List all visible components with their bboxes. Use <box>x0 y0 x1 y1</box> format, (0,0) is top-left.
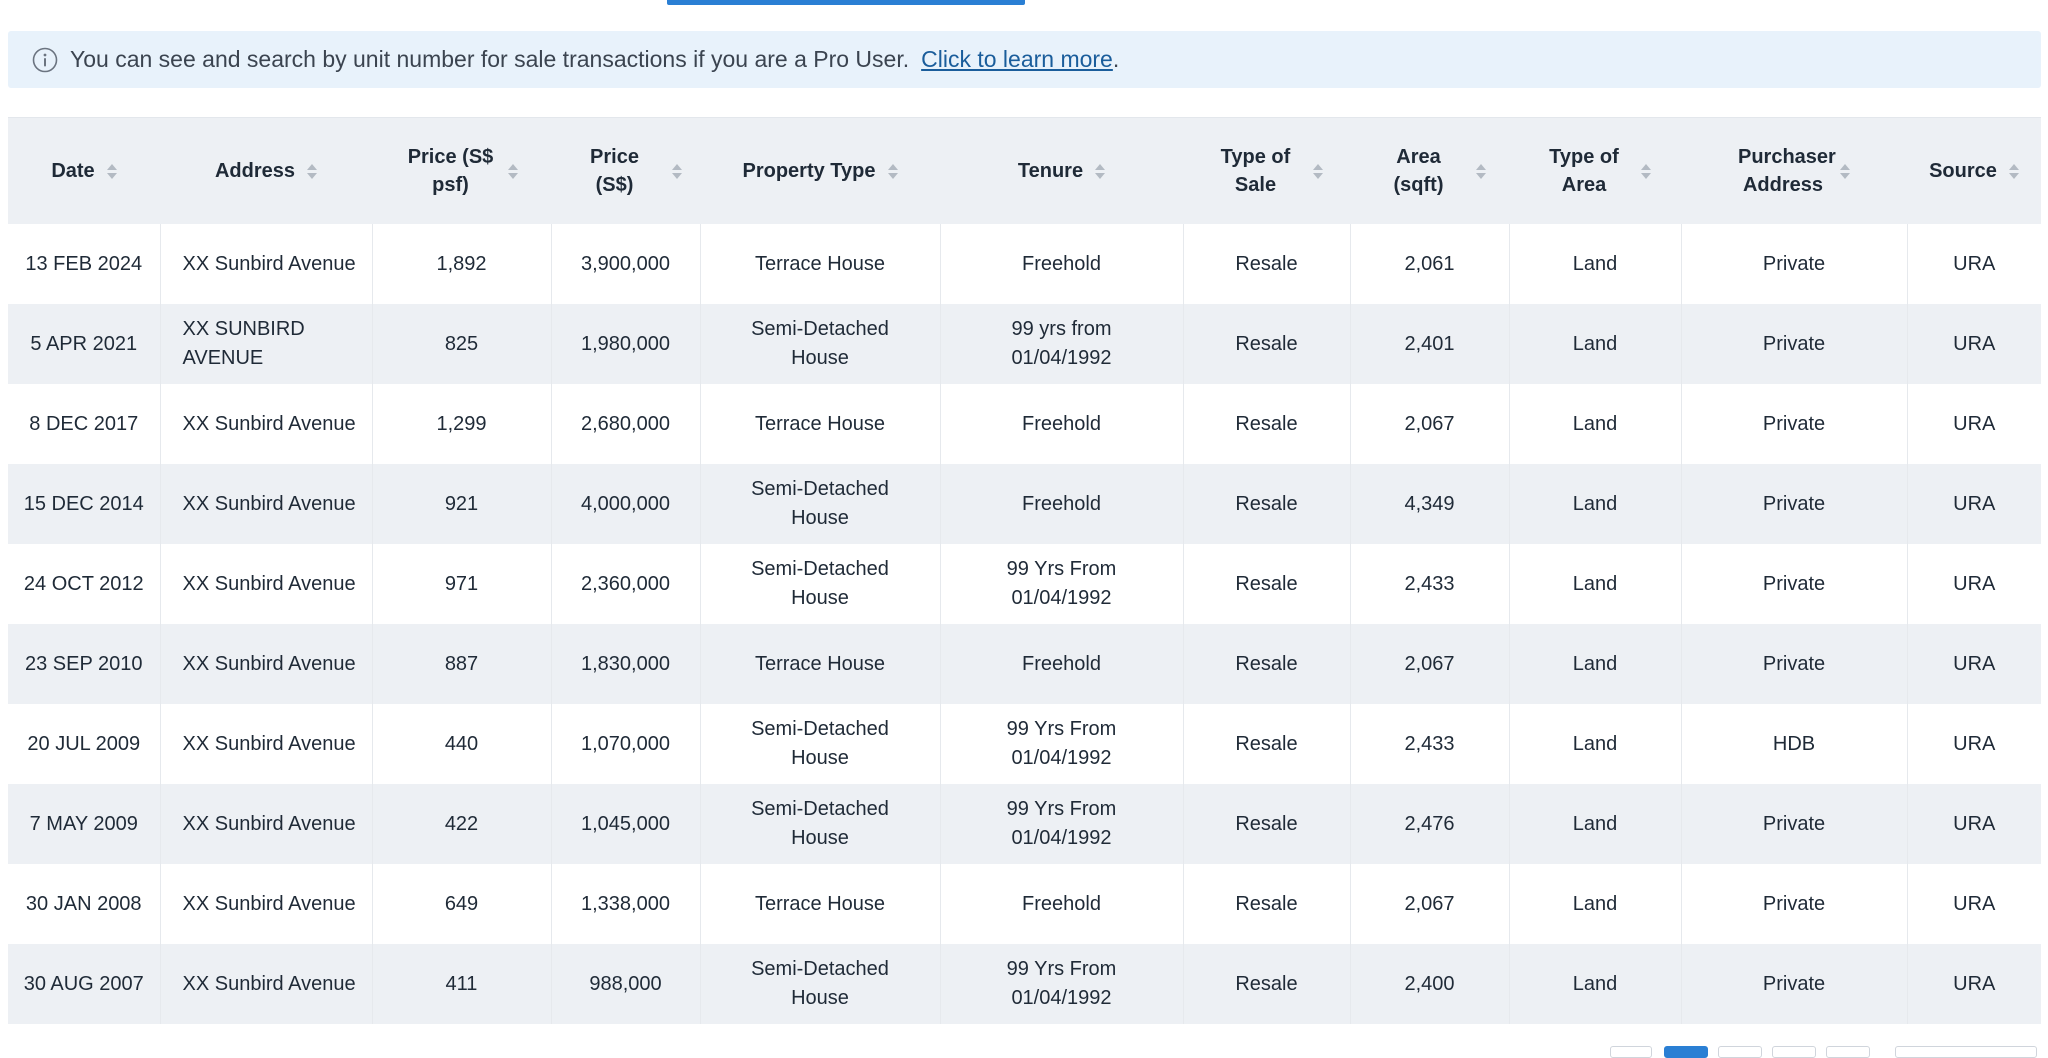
cell-source: URA <box>1907 304 2041 384</box>
table-row <box>8 944 2041 1024</box>
column-header-label: Property Type <box>742 160 876 182</box>
cell-property-type: Semi-Detached House <box>700 784 940 864</box>
cell-price-psf: 1,892 <box>372 224 551 304</box>
cell-purchaser-address: Private <box>1681 784 1907 864</box>
cell-property-type: Terrace House <box>700 624 940 704</box>
cell-tenure: 99 Yrs From 01/04/1992 <box>940 944 1183 1024</box>
sort-icon[interactable] <box>107 164 117 179</box>
column-header-label: Purchaser Address <box>1738 146 1836 196</box>
cell-price: 4,000,000 <box>551 464 700 544</box>
sort-descending-icon <box>307 173 317 179</box>
cell-price-psf: 411 <box>372 944 551 1024</box>
cell-price-psf: 1,299 <box>372 384 551 464</box>
cell-date: 30 JAN 2008 <box>8 864 160 944</box>
sort-ascending-icon <box>508 164 518 170</box>
cell-purchaser-address: Private <box>1681 464 1907 544</box>
cell-price: 2,360,000 <box>551 544 700 624</box>
active-tab-indicator <box>667 0 1025 5</box>
column-header-inner <box>168 157 364 185</box>
page-size-select[interactable] <box>1895 1046 2037 1058</box>
column-header-inner <box>1915 157 2033 185</box>
cell-date: 13 FEB 2024 <box>8 224 160 304</box>
column-header-purchaser-address[interactable] <box>1681 118 1907 224</box>
cell-price-psf: 887 <box>372 624 551 704</box>
cell-property-type: Semi-Detached House <box>700 544 940 624</box>
cell-property-type: Semi-Detached House <box>700 304 940 384</box>
cell-price-psf: 921 <box>372 464 551 544</box>
sort-descending-icon <box>2009 173 2019 179</box>
column-header-label: Price (S$ psf) <box>407 146 494 196</box>
cell-type-of-sale: Resale <box>1183 864 1350 944</box>
cell-type-of-area: Land <box>1509 704 1681 784</box>
sort-ascending-icon <box>1641 164 1651 170</box>
column-header-inner <box>1191 143 1342 199</box>
sort-ascending-icon <box>107 164 117 170</box>
cell-price: 1,045,000 <box>551 784 700 864</box>
table-row <box>8 464 2041 544</box>
table-row <box>8 224 2041 304</box>
column-header-tenure[interactable] <box>940 118 1183 224</box>
cell-date: 24 OCT 2012 <box>8 544 160 624</box>
cell-address: XX Sunbird Avenue <box>160 784 372 864</box>
pagination-page-button[interactable] <box>1718 1046 1762 1058</box>
cell-area: 2,476 <box>1350 784 1509 864</box>
sort-ascending-icon <box>1095 164 1105 170</box>
column-header-label: Tenure <box>1017 160 1084 182</box>
cell-purchaser-address: Private <box>1681 944 1907 1024</box>
cell-source: URA <box>1907 384 2041 464</box>
cell-type-of-area: Land <box>1509 224 1681 304</box>
cell-type-of-sale: Resale <box>1183 944 1350 1024</box>
column-header-inner <box>16 157 152 185</box>
cell-price: 3,900,000 <box>551 224 700 304</box>
column-header-inner <box>708 157 932 185</box>
sort-ascending-icon <box>1476 164 1486 170</box>
cell-type-of-area: Land <box>1509 384 1681 464</box>
cell-tenure: Freehold <box>940 224 1183 304</box>
cell-source: URA <box>1907 624 2041 704</box>
column-header-address[interactable] <box>160 118 372 224</box>
cell-date: 7 MAY 2009 <box>8 784 160 864</box>
banner-suffix: . <box>1112 46 1120 72</box>
cell-price: 2,680,000 <box>551 384 700 464</box>
table-body <box>8 224 2041 1024</box>
cell-area: 2,067 <box>1350 384 1509 464</box>
table-row <box>8 864 2041 944</box>
cell-area: 2,401 <box>1350 304 1509 384</box>
cell-purchaser-address: Private <box>1681 304 1907 384</box>
column-header-inner <box>380 143 543 199</box>
cell-type-of-sale: Resale <box>1183 624 1350 704</box>
cell-type-of-area: Land <box>1509 864 1681 944</box>
cell-property-type: Semi-Detached House <box>700 944 940 1024</box>
cell-date: 15 DEC 2014 <box>8 464 160 544</box>
sort-icon[interactable] <box>508 164 518 179</box>
cell-type-of-sale: Resale <box>1183 224 1350 304</box>
sort-descending-icon <box>1095 173 1105 179</box>
pro-user-info-banner <box>8 31 2041 88</box>
cell-price-psf: 422 <box>372 784 551 864</box>
column-header-date[interactable] <box>8 118 160 224</box>
sort-ascending-icon <box>2009 164 2019 170</box>
sort-ascending-icon <box>1313 164 1323 170</box>
column-header-label: Area (sqft) <box>1393 146 1444 196</box>
cell-tenure: Freehold <box>940 464 1183 544</box>
cell-type-of-area: Land <box>1509 304 1681 384</box>
cell-type-of-sale: Resale <box>1183 304 1350 384</box>
sort-icon[interactable] <box>2009 164 2019 179</box>
cell-area: 2,433 <box>1350 704 1509 784</box>
column-header-type-of-sale[interactable] <box>1183 118 1350 224</box>
column-header-label: Address <box>214 160 296 182</box>
cell-address: XX Sunbird Avenue <box>160 384 372 464</box>
cell-date: 30 AUG 2007 <box>8 944 160 1024</box>
sort-descending-icon <box>888 173 898 179</box>
cell-purchaser-address: Private <box>1681 864 1907 944</box>
column-header-label: Type of Sale <box>1220 146 1291 196</box>
cell-type-of-area: Land <box>1509 544 1681 624</box>
cell-address: XX Sunbird Avenue <box>160 224 372 304</box>
table-row <box>8 304 2041 384</box>
sort-descending-icon <box>1313 173 1323 179</box>
sort-icon[interactable] <box>1095 164 1105 179</box>
cell-tenure: 99 Yrs From 01/04/1992 <box>940 544 1183 624</box>
cell-type-of-area: Land <box>1509 464 1681 544</box>
cell-address: XX Sunbird Avenue <box>160 944 372 1024</box>
table-row <box>8 704 2041 784</box>
cell-purchaser-address: Private <box>1681 384 1907 464</box>
cell-price: 1,980,000 <box>551 304 700 384</box>
sort-descending-icon <box>1641 173 1651 179</box>
column-header-label: Type of Area <box>1549 146 1619 196</box>
sort-descending-icon <box>1840 173 1850 179</box>
sort-icon[interactable] <box>888 164 898 179</box>
cell-type-of-sale: Resale <box>1183 384 1350 464</box>
cell-type-of-area: Land <box>1509 784 1681 864</box>
banner-text: You can see and search by unit number for sale transactions if you are a Pro User. <box>70 46 910 72</box>
table-row <box>8 624 2041 704</box>
cell-date: 20 JUL 2009 <box>8 704 160 784</box>
sort-icon[interactable] <box>1476 164 1486 179</box>
cell-price: 1,070,000 <box>551 704 700 784</box>
cell-area: 2,067 <box>1350 864 1509 944</box>
column-header-source[interactable] <box>1907 118 2041 224</box>
cell-source: URA <box>1907 704 2041 784</box>
transactions-table <box>8 118 2041 1024</box>
cell-address: XX SUNBIRD AVENUE <box>160 304 372 384</box>
sort-icon[interactable] <box>672 164 682 179</box>
cell-tenure: 99 Yrs From 01/04/1992 <box>940 704 1183 784</box>
sort-ascending-icon <box>1840 164 1850 170</box>
sort-descending-icon <box>107 173 117 179</box>
learn-more-link[interactable]: Click to learn more <box>921 46 1113 72</box>
cell-date: 23 SEP 2010 <box>8 624 160 704</box>
cell-property-type: Semi-Detached House <box>700 704 940 784</box>
column-header-inner <box>948 157 1175 185</box>
column-header-area[interactable] <box>1350 118 1509 224</box>
cell-address: XX Sunbird Avenue <box>160 864 372 944</box>
table-row <box>8 544 2041 624</box>
column-header-price-psf[interactable] <box>372 118 551 224</box>
cell-property-type: Terrace House <box>700 864 940 944</box>
cell-price: 1,830,000 <box>551 624 700 704</box>
sort-ascending-icon <box>888 164 898 170</box>
column-header-inner <box>1517 143 1673 199</box>
cell-price: 1,338,000 <box>551 864 700 944</box>
cell-property-type: Terrace House <box>700 384 940 464</box>
cell-type-of-sale: Resale <box>1183 544 1350 624</box>
cell-source: URA <box>1907 944 2041 1024</box>
column-header-inner <box>1689 143 1899 199</box>
header-row <box>8 118 2041 224</box>
pagination-page-button[interactable] <box>1664 1046 1708 1058</box>
cell-tenure: 99 yrs from 01/04/1992 <box>940 304 1183 384</box>
column-header-label: Date <box>51 160 95 182</box>
sort-descending-icon <box>508 173 518 179</box>
cell-type-of-area: Land <box>1509 944 1681 1024</box>
cell-source: URA <box>1907 464 2041 544</box>
cell-area: 2,067 <box>1350 624 1509 704</box>
cell-source: URA <box>1907 224 2041 304</box>
column-header-property-type[interactable] <box>700 118 940 224</box>
cell-price-psf: 440 <box>372 704 551 784</box>
table-row <box>8 384 2041 464</box>
column-header-inner <box>559 143 692 199</box>
cell-tenure: 99 Yrs From 01/04/1992 <box>940 784 1183 864</box>
cell-date: 5 APR 2021 <box>8 304 160 384</box>
cell-type-of-sale: Resale <box>1183 464 1350 544</box>
cell-address: XX Sunbird Avenue <box>160 704 372 784</box>
info-icon <box>32 47 58 73</box>
cell-date: 8 DEC 2017 <box>8 384 160 464</box>
cell-type-of-area: Land <box>1509 624 1681 704</box>
column-header-inner <box>1358 143 1501 199</box>
cell-tenure: Freehold <box>940 384 1183 464</box>
cell-purchaser-address: HDB <box>1681 704 1907 784</box>
sort-ascending-icon <box>307 164 317 170</box>
transactions-table-container <box>8 117 2041 1029</box>
cell-area: 4,349 <box>1350 464 1509 544</box>
cell-area: 2,433 <box>1350 544 1509 624</box>
table-row <box>8 784 2041 864</box>
cell-area: 2,061 <box>1350 224 1509 304</box>
pagination-page-button[interactable] <box>1772 1046 1816 1058</box>
cell-price-psf: 825 <box>372 304 551 384</box>
cell-price: 988,000 <box>551 944 700 1024</box>
table-header <box>8 118 2041 224</box>
column-header-label: Source <box>1929 160 1997 182</box>
column-header-label: Price (S$) <box>590 146 639 196</box>
cell-address: XX Sunbird Avenue <box>160 464 372 544</box>
cell-purchaser-address: Private <box>1681 224 1907 304</box>
cell-type-of-sale: Resale <box>1183 704 1350 784</box>
sort-icon[interactable] <box>307 164 317 179</box>
cell-tenure: Freehold <box>940 864 1183 944</box>
cell-purchaser-address: Private <box>1681 624 1907 704</box>
cell-property-type: Semi-Detached House <box>700 464 940 544</box>
sort-ascending-icon <box>672 164 682 170</box>
cell-source: URA <box>1907 544 2041 624</box>
column-header-price[interactable] <box>551 118 700 224</box>
sort-descending-icon <box>672 173 682 179</box>
sort-icon[interactable] <box>1313 164 1323 179</box>
cell-purchaser-address: Private <box>1681 544 1907 624</box>
cell-tenure: Freehold <box>940 624 1183 704</box>
pagination-prev-button[interactable] <box>1610 1046 1652 1058</box>
cell-source: URA <box>1907 784 2041 864</box>
cell-source: URA <box>1907 864 2041 944</box>
pagination-page-button[interactable] <box>1826 1046 1870 1058</box>
cell-price-psf: 649 <box>372 864 551 944</box>
sort-descending-icon <box>1476 173 1486 179</box>
cell-price-psf: 971 <box>372 544 551 624</box>
cell-type-of-sale: Resale <box>1183 784 1350 864</box>
cell-address: XX Sunbird Avenue <box>160 624 372 704</box>
sort-icon[interactable] <box>1641 164 1651 179</box>
cell-property-type: Terrace House <box>700 224 940 304</box>
column-header-type-of-area[interactable] <box>1509 118 1681 224</box>
sort-icon[interactable] <box>1840 164 1850 179</box>
cell-address: XX Sunbird Avenue <box>160 544 372 624</box>
cell-area: 2,400 <box>1350 944 1509 1024</box>
